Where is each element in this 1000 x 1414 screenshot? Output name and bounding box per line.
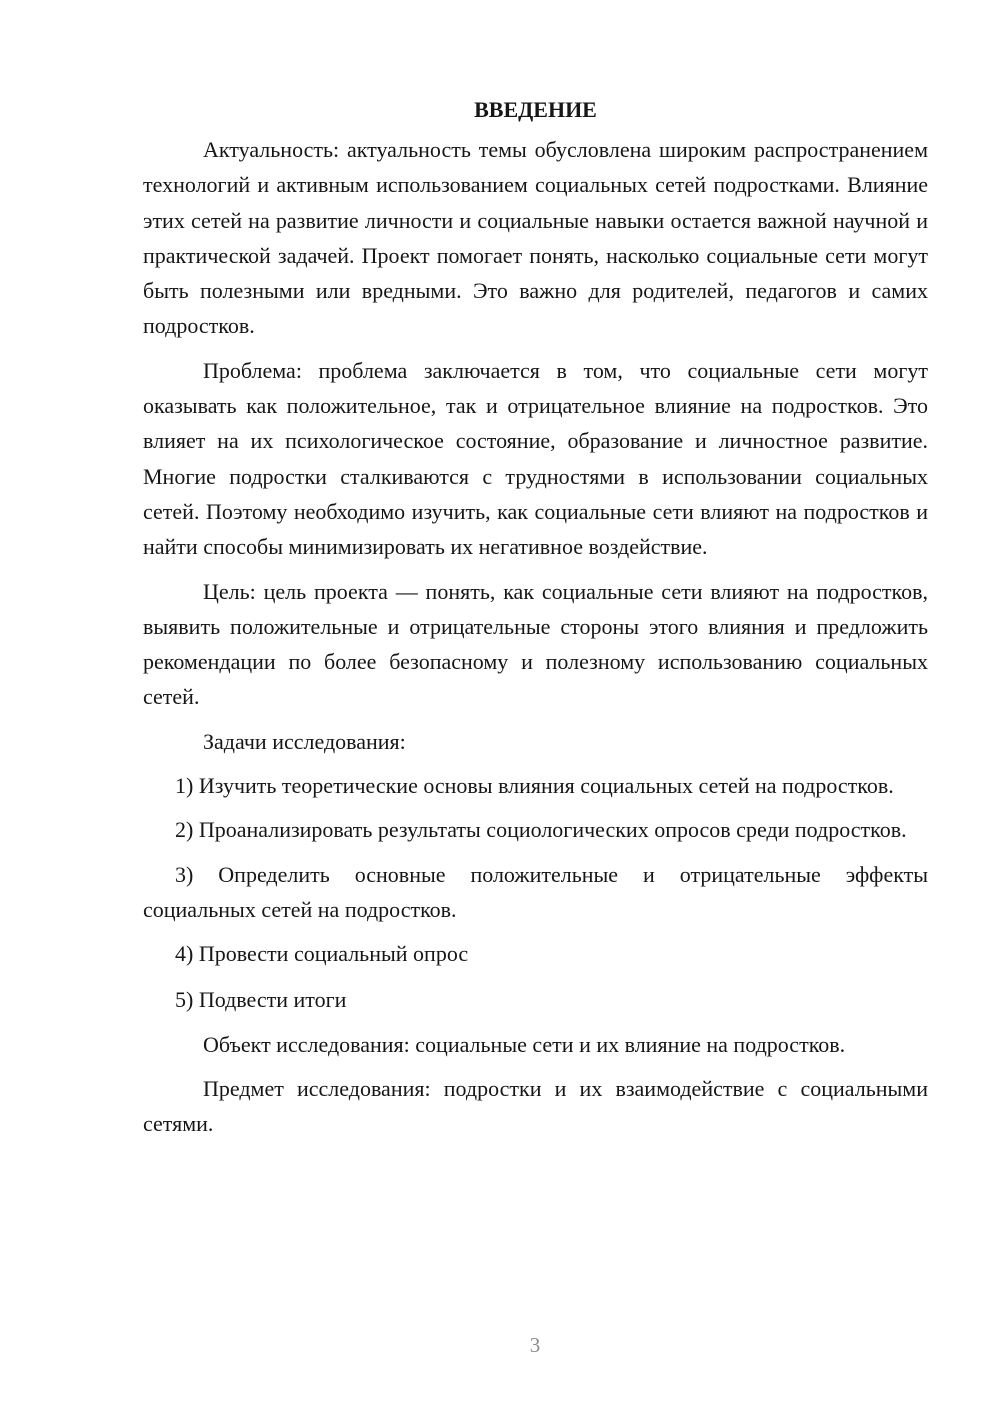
task-item-4: 4) Провести социальный опрос bbox=[175, 941, 469, 967]
task-item-1: 1) Изучить теоретические основы влияния социальных сетей на подростков. bbox=[175, 773, 894, 799]
page-content bbox=[143, 92, 928, 1151]
research-subject-paragraph: Предмет исследования: подростки и их взаимодействие с социальными сетями. bbox=[143, 1076, 928, 1137]
page-number: 3 bbox=[529, 1333, 541, 1357]
task-item-2: 2) Проанализировать результаты социологических опросов среди подростков. bbox=[175, 817, 907, 843]
task-item-3: 3) Определить основные положительные и отрицательные эффекты социальных сетей на подростков. bbox=[143, 861, 928, 922]
tasks-heading: Задачи исследования: bbox=[203, 728, 406, 754]
goal-paragraph: Цель: цель проекта — понять, как социальные сети влияют на подростков, выявить положительные и отрицательные стороны этого влияния и предложить рекомендации по более безопасному и полезному использованию социальных сетей. bbox=[143, 578, 928, 710]
task-item-5: 5) Подвести итоги bbox=[175, 986, 347, 1012]
problem-paragraph: Проблема: проблема заключается в том, что социальные сети могут оказывать как положительное, так и отрицательное влияние на подростков. Это влияет на их психологическое состояние, образование и личностное развитие. Многие подростки сталкиваются с трудностями в использовании социальных сетей. Поэтому необходимо изучить, как социальные сети влияют на подростков и найти способы минимизировать их негативное воздействие. bbox=[143, 357, 928, 560]
section-heading: ВВЕДЕНИЕ bbox=[474, 97, 597, 122]
research-object-paragraph: Объект исследования: социальные сети и их влияние на подростков. bbox=[203, 1031, 846, 1057]
relevance-paragraph: Актуальность: актуальность темы обусловлена широким распространением технологий и активным использованием социальных сетей подростками. Влияние этих сетей на развитие личности и социальные навыки остается важной научной и практической задачей. Проект помогает понять, насколько социальные сети могут быть полезными или вредными. Это важно для родителей, педагогов и самих подростков. bbox=[143, 137, 928, 339]
